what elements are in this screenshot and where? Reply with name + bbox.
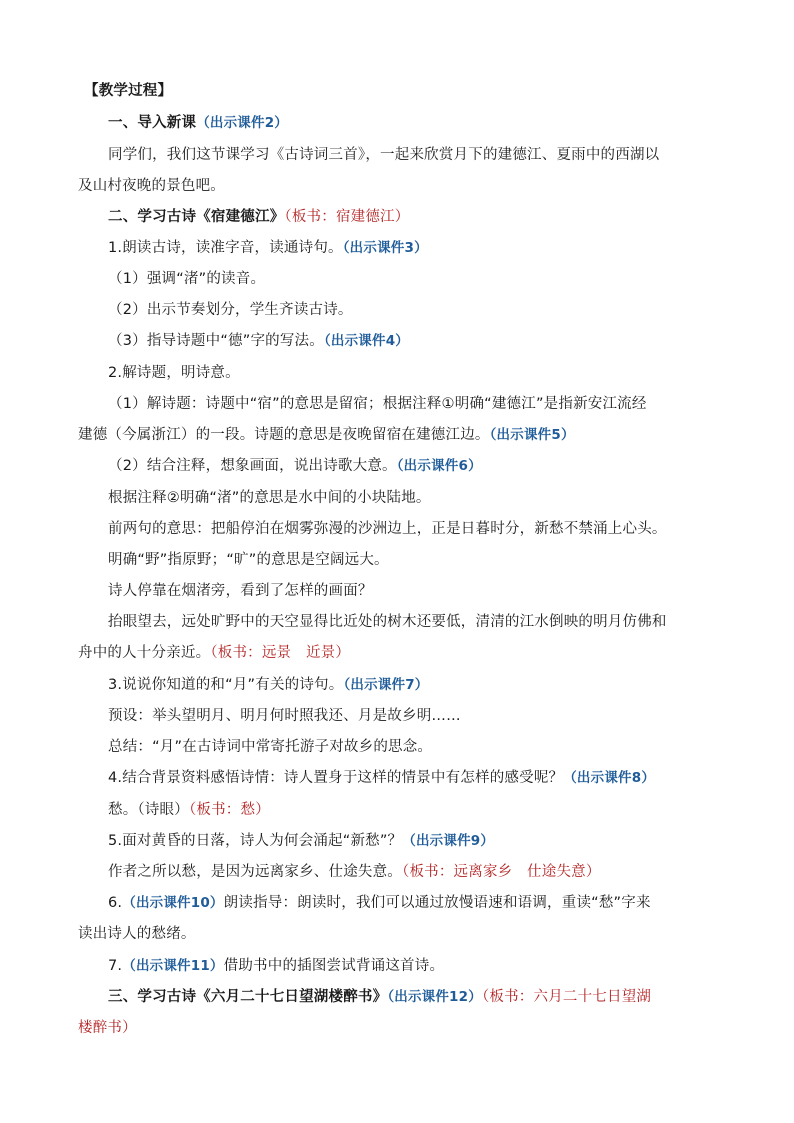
step-1-text: 1.朗读古诗，读准字音，读通诗句。 [108,240,343,256]
courseware-tag: （出示课件11） [122,958,224,974]
step-2b [108,456,482,476]
step-3-text: 3.说说你知道的和“月”有关的诗句。 [108,677,344,693]
courseware-tag: （出示课件9） [402,833,495,849]
step-5 [108,831,494,851]
intro-line-1: 同学们，我们这节课学习《古诗词三首》，一起来欣赏月下的建德江、夏雨中的西湖以 [108,147,660,163]
step-2a-line-1: （1）解诗题：诗题中“宿”的意思是留宿；根据注释①明确“建德江”是指新安江流经 [108,396,647,412]
step-5a-text: 作者之所以愁，是因为远离家乡、仕途失意。 [108,864,402,880]
section-heading: 【教学过程】 [84,83,173,99]
step-6-line-2: 读出诗人的愁绪。 [78,926,196,942]
step-4a [108,800,270,820]
courseware-tag: （出示课件8） [563,770,656,786]
step-4 [108,768,655,788]
section-2-line [108,207,409,227]
courseware-tag: （出示课件7） [343,677,429,693]
step-2: 2.解诗题，明诗意。 [108,365,240,381]
step-3a: 预设：举头望明月、明月何时照我还、月是故乡明…… [108,708,461,724]
step-6-line-1 [108,893,651,913]
intro-line-2: 及山村夜晚的景色吧。 [78,178,225,194]
step-1c-text: （3）指导诗题中“德”字的写法。 [108,333,324,349]
section-3-line-1 [108,987,651,1007]
step-2e: 明确“野”指原野；“旷”的意思是空阔远大。 [108,552,389,568]
step-1b: （2）出示节奏划分，学生齐读古诗。 [108,302,353,318]
step-1 [108,238,428,258]
section-3-title: 三、学习古诗《六月二十七日望湖楼醉书》 [108,989,388,1005]
courseware-tag: （出示课件3） [342,240,428,256]
step-2g-line-1: 抬眼望去，远处旷野中的天空显得比近处的树木还要低，清清的江水倒映的明月仿佛和 [108,614,667,630]
courseware-tag: （出示课件5） [489,427,575,443]
section-1-line [108,113,288,133]
step-2a-line-2 [78,425,575,445]
step-2g-line-2 [78,643,350,663]
step-2d: 前两句的意思：把船停泊在烟雾弥漫的沙洲边上，正是日暮时分，新愁不禁涌上心头。 [108,521,667,537]
step-2b-text: （2）结合注释，想象画面，说出诗歌大意。 [108,458,397,474]
step-1a: （1）强调“渚”的读音。 [108,271,266,287]
step-5-text: 5.面对黄昏的日落，诗人为何会涌起“新愁”？ [108,833,403,849]
step-6-text: 朗读指导：朗读时，我们可以通过放慢语速和语调，重读“愁”字来 [223,895,651,911]
section-1-title: 一、导入新课 [108,115,197,131]
step-4-text: 4.结合背景资料感悟诗情：诗人置身于这样的情景中有怎样的感受呢？ [108,770,564,786]
courseware-tag: （出示课件10） [122,895,224,911]
board-note: （板书：宿建德江） [284,209,410,225]
board-note: （板书：远景 近景） [210,645,351,661]
step-2a-text: 建德（今属浙江）的一段。诗题的意思是夜晚留宿在建德江边。 [78,427,490,443]
board-note: （板书：愁） [188,802,270,818]
board-note: （板书：六月二十七日望湖 [481,989,652,1005]
step-7-text: 借助书中的插图尝试背诵这首诗。 [223,958,445,974]
step-7 [108,956,444,976]
step-4a-text: 愁。（诗眼） [108,802,189,818]
courseware-tag: （出示课件2） [196,115,288,131]
step-1c [108,331,409,351]
step-2c: 根据注释②明确“渚”的意思是水中间的小块陆地。 [108,490,431,506]
courseware-tag: （出示课件6） [396,458,482,474]
courseware-tag: （出示课件4） [323,333,409,349]
section-3-line-2: 楼醉书） [78,1020,137,1036]
step-2f: 诗人停靠在烟渚旁，看到了怎样的画面？ [108,583,373,599]
step-3 [108,675,429,695]
step-2g-text: 舟中的人十分亲近。 [78,645,211,661]
step-7-num: 7. [108,958,123,974]
courseware-tag: （出示课件12） [387,989,482,1005]
step-5a [108,862,601,882]
section-2-title: 二、学习古诗《宿建德江》 [108,209,285,225]
step-6-num: 6. [108,895,123,911]
board-note: （板书：远离家乡 仕途失意） [402,864,601,880]
step-3b: 总结：“月”在古诗词中常寄托游子对故乡的思念。 [108,739,433,755]
